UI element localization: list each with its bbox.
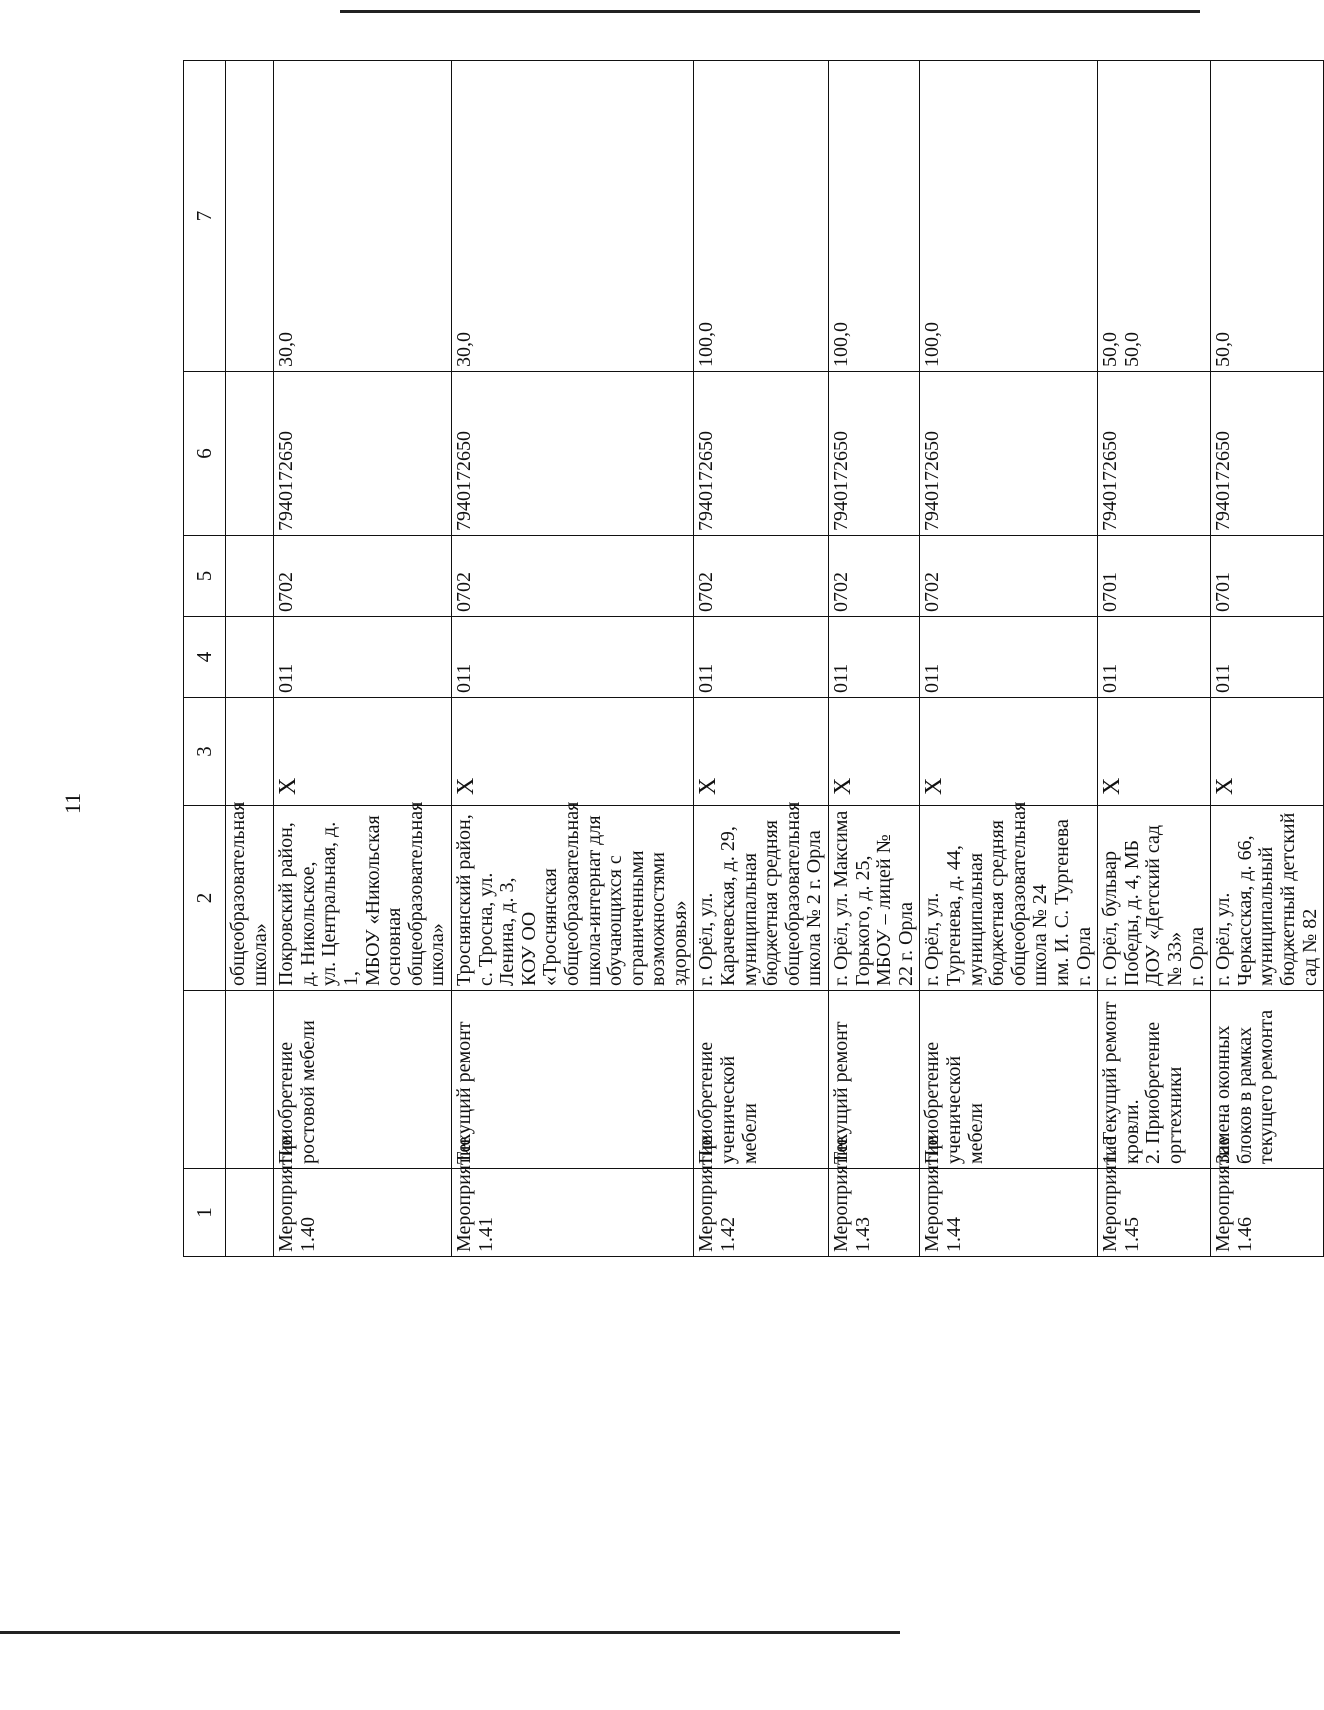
cell-address: г. Орёл, ул. Максима Горького, д. 25, МБОУ – лицей № 22 г. Орла xyxy=(829,806,920,991)
cell-name: Приобретение ученической мебели xyxy=(694,991,829,1169)
header-cell xyxy=(184,991,226,1169)
cell-code4: 011 xyxy=(274,617,452,698)
cell-amount: 30,0 xyxy=(451,61,694,372)
cell-mark: Х xyxy=(694,698,829,806)
header-cell: 3 xyxy=(184,698,226,806)
cell xyxy=(226,372,274,536)
cell-address: Троснянский район, с. Тросна, ул. Ленина, д. 3, КОУ ОО «Троснянская общеобразовательная школа-интернат для обучающихся с ограниченными возможностями здоровья» xyxy=(451,806,694,991)
cell-name: Замена оконных блоков в рамках текущего ремонта xyxy=(1211,991,1324,1169)
cell-event: Мероприятие 1.42 xyxy=(694,1169,829,1257)
cell-amount: 100,0 xyxy=(920,61,1098,372)
cell-event: Мероприятие 1.44 xyxy=(920,1169,1098,1257)
cell-code6: 7940172650 xyxy=(274,372,452,536)
rotated-page xyxy=(183,61,1321,1257)
cell-code4: 011 xyxy=(451,617,694,698)
cell-code5: 0702 xyxy=(829,536,920,617)
table-row xyxy=(274,61,452,1257)
header-row xyxy=(184,61,226,1257)
header-cell: 4 xyxy=(184,617,226,698)
budget-table xyxy=(183,60,1324,1257)
cell-mark: Х xyxy=(451,698,694,806)
cell-address: общеобразовательная школа» xyxy=(226,806,274,991)
cell-amount: 30,0 xyxy=(274,61,452,372)
table-row xyxy=(1211,61,1324,1257)
cell-code4: 011 xyxy=(1211,617,1324,698)
cell-event: Мероприятие 1.40 xyxy=(274,1169,452,1257)
cell-name: Приобретение ростовой мебели xyxy=(274,991,452,1169)
cell-mark: Х xyxy=(920,698,1098,806)
cell-code4: 011 xyxy=(694,617,829,698)
cell-name: Приобретение ученической мебели xyxy=(920,991,1098,1169)
cell-code4: 011 xyxy=(829,617,920,698)
cell xyxy=(226,617,274,698)
cell-mark: Х xyxy=(829,698,920,806)
scan-edge-top xyxy=(340,10,1200,13)
cell-address: г. Орёл, ул. Карачевская, д. 29, муниципальная бюджетная средняя общеобразовательная школа № 2 г. Орла xyxy=(694,806,829,991)
cell-amount: 50,0 50,0 xyxy=(1098,61,1211,372)
cell-code5: 0701 xyxy=(1211,536,1324,617)
header-cell: 7 xyxy=(184,61,226,372)
cell-event: Мероприятие 1.41 xyxy=(451,1169,694,1257)
cell-event: Мероприятие 1.45 xyxy=(1098,1169,1211,1257)
cell-code5: 0702 xyxy=(451,536,694,617)
table-row xyxy=(1098,61,1211,1257)
cell-name: 1. Текущий ремонт кровли. 2. Приобретение оргтехники xyxy=(1098,991,1211,1169)
cell-amount: 100,0 xyxy=(829,61,920,372)
cell-code6: 7940172650 xyxy=(1211,372,1324,536)
header-cell: 2 xyxy=(184,806,226,991)
cell-code5: 0702 xyxy=(920,536,1098,617)
cell-address: г. Орёл, ул. Черкасская, д. 66, муниципальный бюджетный детский сад № 82 xyxy=(1211,806,1324,991)
cell-mark: Х xyxy=(1098,698,1211,806)
cell-code5: 0702 xyxy=(274,536,452,617)
header-cell: 6 xyxy=(184,372,226,536)
table-row-continuation xyxy=(226,61,274,1257)
cell-address: г. Орёл, ул. Тургенева, д. 44, муниципальная бюджетная средняя общеобразовательная школа № 24 им. И. С. Тургенева г. Орла xyxy=(920,806,1098,991)
cell-code4: 011 xyxy=(1098,617,1211,698)
cell-amount: 50,0 xyxy=(1211,61,1324,372)
cell-code6: 7940172650 xyxy=(1098,372,1211,536)
cell xyxy=(226,1169,274,1257)
table-row xyxy=(451,61,694,1257)
cell xyxy=(226,991,274,1169)
cell-mark: Х xyxy=(1211,698,1324,806)
cell-address: Покровский район, д. Никольское, ул. Центральная, д. 1, МБОУ «Никольская основная общеобразовательная школа» xyxy=(274,806,452,991)
cell-mark: Х xyxy=(274,698,452,806)
cell-code5: 0701 xyxy=(1098,536,1211,617)
table-row xyxy=(829,61,920,1257)
header-cell: 1 xyxy=(184,1169,226,1257)
cell-name: Текущий ремонт xyxy=(829,991,920,1169)
scan-edge-bottom xyxy=(0,1631,900,1634)
cell-event: Мероприятие 1.46 xyxy=(1211,1169,1324,1257)
cell xyxy=(226,536,274,617)
header-cell: 5 xyxy=(184,536,226,617)
cell-code6: 7940172650 xyxy=(694,372,829,536)
cell xyxy=(226,698,274,806)
cell-code5: 0702 xyxy=(694,536,829,617)
cell-code6: 7940172650 xyxy=(920,372,1098,536)
cell-code6: 7940172650 xyxy=(829,372,920,536)
cell-event: Мероприятие 1.43 xyxy=(829,1169,920,1257)
cell-address: г. Орёл, бульвар Победы, д. 4, МБ ДОУ «Детский сад № 33» г. Орла xyxy=(1098,806,1211,991)
cell xyxy=(226,61,274,372)
cell-amount: 100,0 xyxy=(694,61,829,372)
cell-code4: 011 xyxy=(920,617,1098,698)
page-number: 11 xyxy=(60,792,85,814)
table-row xyxy=(694,61,829,1257)
cell-name: Текущий ремонт xyxy=(451,991,694,1169)
table-row xyxy=(920,61,1098,1257)
cell-code6: 7940172650 xyxy=(451,372,694,536)
